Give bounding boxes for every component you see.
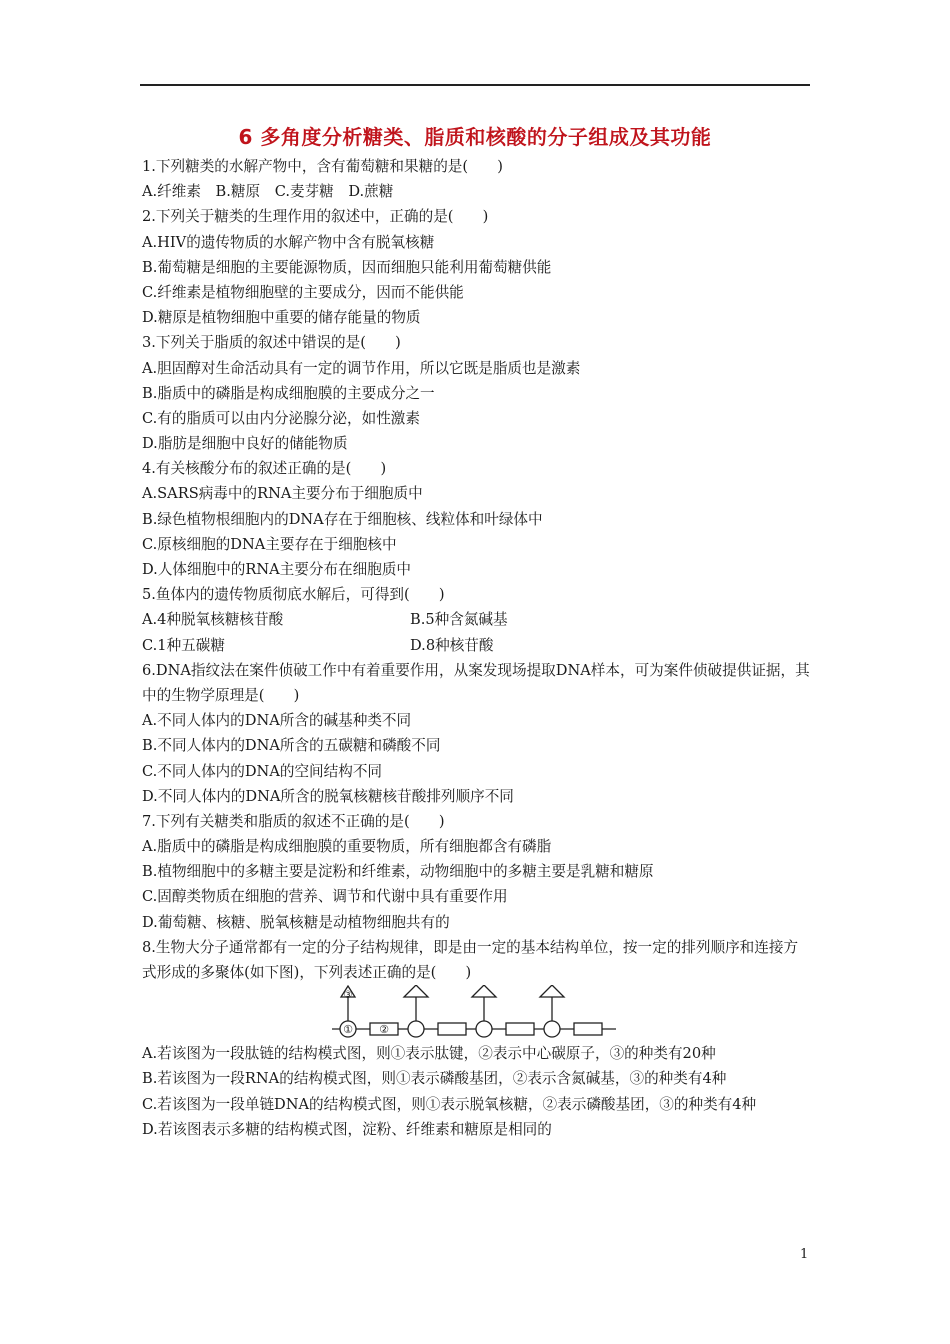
marker-2-label: ②	[379, 1023, 389, 1037]
q3-option-d: D.脂肪是细胞中良好的储能物质	[142, 435, 348, 453]
header-rule	[140, 84, 810, 86]
unit-circle	[408, 1021, 424, 1037]
q5-option-c: C.1种五碳糖	[142, 636, 225, 654]
q7-option-a: A.脂质中的磷脂是构成细胞膜的重要物质，所有细胞都含有磷脂	[142, 838, 552, 856]
marker-1-label: ①	[343, 1023, 353, 1037]
q7-option-c: C.固醇类物质在细胞的营养、调节和代谢中具有重要作用	[142, 888, 508, 906]
q6-option-a: A.不同人体内的DNA所含的碱基种类不同	[142, 712, 412, 730]
q5-option-d: D.8种核苷酸	[410, 636, 494, 654]
q6-option-d: D.不同人体内的DNA所含的脱氧核糖核苷酸排列顺序不同	[142, 787, 514, 805]
q4-option-c: C.原核细胞的DNA主要存在于细胞核中	[142, 535, 397, 553]
q4-stem: 4.有关核酸分布的叙述正确的是( )	[142, 460, 387, 478]
q4-option-b: B.绿色植物根细胞内的DNA存在于细胞核、线粒体和叶绿体中	[142, 510, 543, 528]
q8-stem: 8.生物大分子通常都有一定的分子结构规律，即是由一定的基本结构单位，按一定的排列顺序和连接方式形成的多聚体(如下图)，下列表述正确的是( )	[142, 938, 799, 982]
q3-option-b: B.脂质中的磷脂是构成细胞膜的主要成分之一	[142, 384, 435, 402]
q1-stem: 1.下列糖类的水解产物中，含有葡萄糖和果糖的是( )	[142, 158, 503, 175]
q2-option-d: D.糖原是植物细胞中重要的储存能量的物质	[142, 309, 421, 327]
unit-rect	[506, 1023, 534, 1035]
q2-option-b: B.葡萄糖是细胞的主要能源物质，因而细胞只能利用葡萄糖供能	[142, 258, 552, 276]
q2-option-c: C.纤维素是植物细胞壁的主要成分，因而不能供能	[142, 283, 464, 301]
q8-option-b: B.若该图为一段RNA的结构模式图，则①表示磷酸基团，②表示含氮碱基，③的种类有4种	[142, 1070, 727, 1088]
side-group-triangle	[404, 985, 428, 997]
page-number: 1	[800, 1247, 809, 1262]
side-group-triangle	[540, 985, 564, 997]
q4-option-d: D.人体细胞中的RNA主要分布在细胞质中	[142, 561, 412, 578]
q7-stem: 7.下列有关糖类和脂质的叙述不正确的是( )	[142, 812, 445, 830]
page-title: 6 多角度分析糖类、脂质和核酸的分子组成及其功能	[238, 125, 712, 149]
q4-option-a: A.SARS病毒中的RNA主要分布于细胞质中	[142, 485, 423, 503]
question-list	[142, 154, 812, 1142]
polymer-diagram	[142, 985, 812, 1041]
q5-options-row-1	[142, 607, 812, 632]
q1-options: A.纤维素 B.糖原 C.麦芽糖 D.蔗糖	[142, 183, 394, 201]
q7-option-d: D.葡萄糖、核糖、脱氧核糖是动植物细胞共有的	[142, 913, 450, 931]
q3-option-a: A.胆固醇对生命活动具有一定的调节作用，所以它既是脂质也是激素	[142, 359, 581, 377]
q6-option-c: C.不同人体内的DNA的空间结构不同	[142, 762, 383, 780]
unit-rect	[438, 1023, 466, 1035]
unit-circle	[544, 1021, 560, 1037]
q8-option-d: D.若该图表示多糖的结构模式图，淀粉、纤维素和糖原是相同的	[142, 1120, 552, 1138]
q3-option-c: C.有的脂质可以由内分泌腺分泌，如性激素	[142, 409, 420, 427]
q3-stem: 3.下列关于脂质的叙述中错误的是( )	[142, 334, 401, 352]
q6-option-b: B.不同人体内的DNA所含的五碳糖和磷酸不同	[142, 737, 441, 755]
marker-3-label: ③	[343, 990, 353, 1002]
unit-rect	[574, 1023, 602, 1035]
q2-option-a: A.HIV的遗传物质的水解产物中含有脱氧核糖	[142, 233, 435, 251]
side-group-triangle	[472, 985, 496, 997]
q6-stem: 6.DNA指纹法在案件侦破工作中有着重要作用，从案发现场提取DNA样本，可为案件侦破提供证据，其中的生物学原理是( )	[142, 661, 810, 704]
q5-options-row-2	[142, 633, 812, 658]
q8-option-a: A.若该图为一段肽链的结构模式图，则①表示肽键，②表示中心碳原子，③的种类有20种	[142, 1045, 716, 1063]
q5-stem: 5.鱼体内的遗传物质彻底水解后，可得到( )	[142, 586, 445, 604]
q2-stem: 2.下列关于糖类的生理作用的叙述中，正确的是( )	[142, 208, 489, 226]
polymer-diagram-svg	[328, 985, 618, 1041]
q5-option-b: B.5种含氮碱基	[410, 611, 508, 629]
q5-option-a: A.4种脱氧核糖核苷酸	[142, 611, 284, 629]
q8-option-c: C.若该图为一段单链DNA的结构模式图，则①表示脱氧核糖，②表示磷酸基团，③的种类有4种	[142, 1095, 757, 1113]
q7-option-b: B.植物细胞中的多糖主要是淀粉和纤维素，动物细胞中的多糖主要是乳糖和糖原	[142, 863, 654, 881]
unit-circle	[476, 1021, 492, 1037]
